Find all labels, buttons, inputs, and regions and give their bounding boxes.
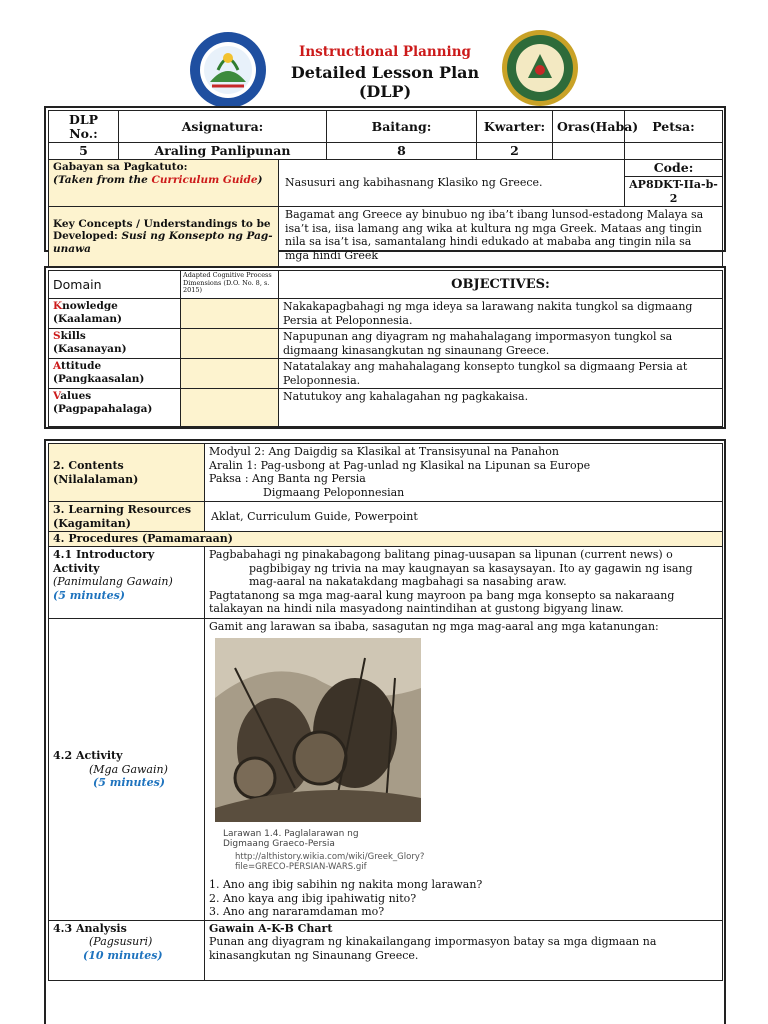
deped-seal-logo — [500, 28, 580, 108]
analysis-activity-title: Gawain A-K-B Chart — [209, 921, 333, 935]
subject-label: Asignatura: — [119, 111, 327, 143]
quarter-value: 2 — [477, 143, 553, 160]
competency-text-value: Nasusuri ang kabihasnang Klasiko ng Greece. — [285, 176, 543, 190]
contents-line: Aralin 1: Pag-usbong at Pag-unlad ng Klasikal na Lipunan sa Europe — [209, 458, 591, 472]
activity-question: 1. Ano ang ibig sabihin ng nakita mong larawan? — [209, 878, 483, 891]
division-seal-logo — [188, 30, 268, 110]
header-subtitle: Instructional Planning — [299, 44, 471, 60]
domain-knowledge — [49, 299, 181, 329]
activity-time: (5 minutes) — [93, 776, 165, 789]
analysis-time: (10 minutes) — [83, 948, 163, 962]
domain-rest: kills — [60, 330, 86, 342]
procedures-label: 4. Procedures (Pamamaraan) — [49, 532, 723, 547]
resources-sub: (Kagamitan) — [53, 516, 131, 530]
domain-skills — [49, 329, 181, 359]
domain-attitude — [49, 359, 181, 389]
domain-sub: (Kaalaman) — [53, 312, 123, 325]
grade-label: Baitang: — [327, 111, 477, 143]
activity-question: 3. Ano ang nararamdaman mo? — [209, 905, 385, 918]
key-concepts-label-main: Key Concepts / Understandings to be Developed: — [53, 217, 271, 243]
intro-sub: (Panimulang Gawain) — [53, 575, 173, 588]
objective-attitude: Natatalakay ang mahahalagang konsepto tungkol sa digmaang Persia at Peloponnesia. — [279, 359, 723, 389]
battle-illustration-image — [215, 638, 421, 822]
activity-instruction: Gamit ang larawan sa ibaba, sasagutan ng mga mag-aaral ang mga katanungan: — [209, 620, 659, 633]
activity-text — [205, 619, 723, 921]
key-concepts-text: Bagamat ang Greece ay binubuo ng iba’t ibang lunsod-estadong Malaya sa isa’t isa, iisa lamang ang wika at kultura ng mga Greek. Mataas ang tingin nila sa isa’t isa, samantalang hindi edukado at mababa ang tingin nila sa mga hindi Greek — [279, 207, 723, 267]
objectives-table — [48, 270, 723, 427]
activity-question: 2. Ano kaya ang ibig ipahiwatig nito? — [209, 891, 417, 905]
page-header — [0, 0, 768, 100]
domain-rest: alues — [60, 390, 92, 402]
date-value — [625, 143, 723, 160]
contents-sub: (Nilalalaman) — [53, 472, 139, 486]
domain-rest: ttitude — [60, 360, 102, 372]
objective-skills: Napupunan ang diyagram ng mahahalagang impormasyon tungkol sa digmaang kinasangkutan ng sinaunang Greece. — [279, 329, 723, 359]
domain-sub: (Pangkaasalan) — [53, 372, 145, 385]
code-label: Code: — [625, 160, 723, 177]
date-label: Petsa: — [625, 111, 723, 143]
key-concepts-label — [49, 207, 279, 267]
contents-line: Modyul 2: Ang Daigdig sa Klasikal at Transisyunal na Panahon — [209, 445, 559, 458]
competency-label-red: Curriculum Guide — [151, 173, 258, 186]
procedures-table — [48, 443, 723, 981]
domain-values — [49, 389, 181, 427]
intro-text — [205, 547, 723, 619]
grade-value: 8 — [327, 143, 477, 160]
analysis-instruction: Punan ang diyagram ng kinakailangang impormasyon batay sa mga digmaan na kinasangkutan ng Sinaunang Greece. — [209, 935, 657, 962]
competency-label-close: ) — [257, 173, 263, 186]
contents-label — [49, 444, 205, 502]
contents-line: Paksa : Ang Banta ng Persia — [209, 472, 366, 485]
domain-sub: (Pagpapahalaga) — [53, 402, 153, 415]
intro-time: (5 minutes) — [53, 588, 125, 602]
resources-label — [49, 502, 205, 532]
intro-label — [49, 547, 205, 619]
acpd-cell — [181, 389, 279, 427]
analysis-text — [205, 920, 723, 980]
intro-title: 4.1 Introductory Activity — [53, 548, 155, 575]
acpd-cell — [181, 329, 279, 359]
competency-text — [279, 160, 625, 207]
domain-initial: A — [53, 360, 61, 372]
duration-value — [553, 143, 625, 160]
header-title: Detailed Lesson Plan (DLP) — [290, 63, 480, 101]
contents-line: Digmaang Peloponnesian — [263, 485, 405, 499]
objective-values: Natutukoy ang kahalagahan ng pagkakaisa. — [279, 389, 723, 427]
activity-title: 4.2 Activity — [53, 749, 123, 762]
image-caption: Larawan 1.4. Paglalarawan ng Digmaang Graeco-Persia — [223, 829, 359, 849]
image-source-link[interactable]: http://althistory.wikia.com/wiki/Greek_Glory?file=GRECO-PERSIAN-WARS.gif — [235, 852, 425, 872]
analysis-label — [49, 920, 205, 980]
objective-knowledge: Nakakapagbahagi ng mga ideya sa larawang nakita tungkol sa digmaang Persia at Peloponnesia. — [279, 299, 723, 329]
contents-title: 2. Contents — [53, 459, 124, 472]
dlp-no-label: DLP No.: — [49, 111, 119, 143]
contents-text — [205, 444, 723, 502]
domain-initial: S — [53, 330, 61, 342]
duration-label: Oras(Haba) — [553, 111, 625, 143]
activity-sub: (Mga Gawain) — [89, 762, 168, 776]
competency-label-sub: (Taken from the — [53, 173, 152, 186]
resources-text: Aklat, Curriculum Guide, Powerpoint — [205, 502, 723, 532]
domain-initial: V — [53, 390, 61, 402]
objectives-header: OBJECTIVES: — [279, 271, 723, 299]
acpd-cell — [181, 299, 279, 329]
subject-value: Araling Panlipunan — [119, 143, 327, 160]
analysis-title: 4.3 Analysis — [53, 921, 127, 935]
key-concepts-label-sub: Susi ng Konsepto ng Pag-unawa — [53, 230, 273, 255]
domain-initial: K — [53, 300, 63, 312]
activity-label — [49, 619, 205, 921]
dlp-no-value: 5 — [49, 143, 119, 160]
acpd-cell — [181, 359, 279, 389]
intro-paragraph: Pagbabahagi ng pinakabagong balitang pinag-uusapan sa lipunan (current news) o pagbibigay ng trivia na may kaugnayan sa kasaysayan. Ito ay gagawin ng isang mag-aaral na nakatakdang magbahagi sa nasabing araw. — [209, 548, 693, 588]
competency-label — [49, 160, 279, 207]
analysis-sub: (Pagsusuri) — [89, 935, 153, 948]
resources-title: 3. Learning Resources — [53, 503, 192, 516]
domain-sub: (Kasanayan) — [53, 342, 127, 355]
domain-rest: nowledge — [62, 300, 118, 312]
acpd-header: Adapted Cognitive Process Dimensions (D.O. No. 8, s. 2015) — [181, 271, 279, 299]
intro-paragraph: Pagtatanong sa mga mag-aaral kung mayroon pa bang mga konsepto sa nakaraang talakayan na hindi nila masyadong naintindihan at gustong bigyang linaw. — [209, 588, 675, 615]
domain-header: Domain — [49, 271, 181, 299]
competency-label-main: Gabayan sa Pagkatuto: — [53, 161, 188, 173]
quarter-label: Kwarter: — [477, 111, 553, 143]
lesson-info-table — [48, 110, 723, 267]
code-value: AP8DKT-IIa-b-2 — [625, 177, 723, 207]
